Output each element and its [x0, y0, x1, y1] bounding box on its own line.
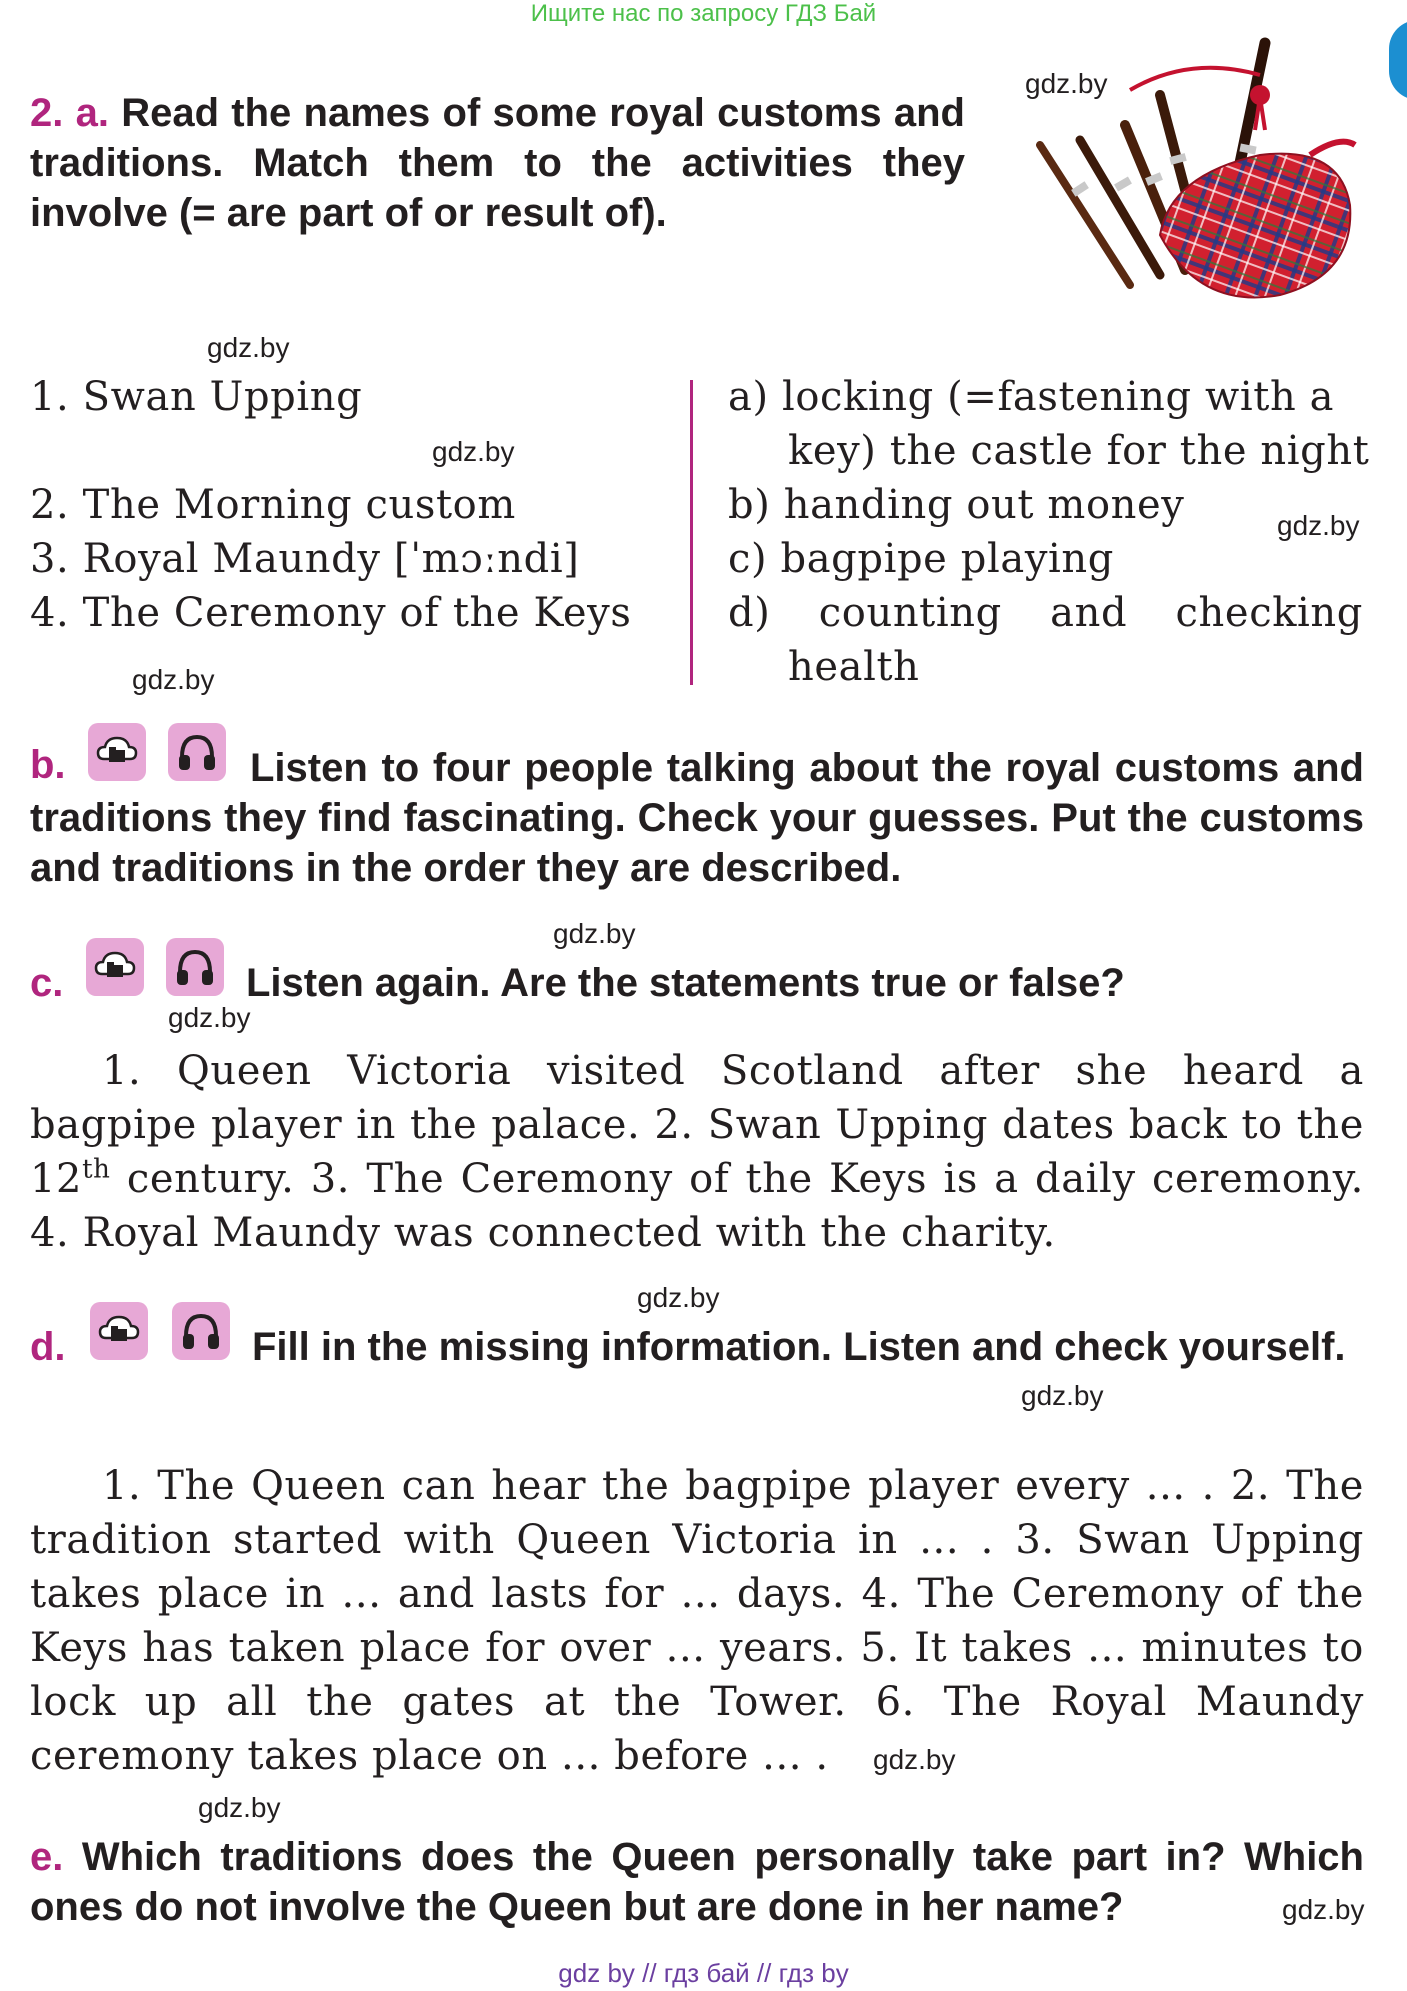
task-e-label: e.: [30, 1835, 64, 1879]
task-d-sentences: 1. The Queen can hear the bagpipe player every ... . 2. The tradition started with Queen Victoria in ... . 3. Swan Upping takes place in ... and lasts for ... days. 4. The Ceremony of the Keys has taken place for over ... years. 5. It takes ... minutes to lock up all the gates at the Tower. 6. The Royal Maundy ceremony takes place on ... before ... .: [30, 1463, 1364, 1779]
watermark: gdz.by: [1282, 1894, 1365, 1925]
watermark: gdz.by: [1277, 510, 1360, 541]
task-c-label: c.: [30, 961, 64, 1005]
search-banner: Ищите нас по запросу ГДЗ Бай: [530, 0, 877, 27]
statements-text: 1. Queen Victoria visited Scotland after she heard a bagpipe player in the palace. 2. Swan Upping dates back to the 12: [30, 1048, 1364, 1202]
corner-tab: [1389, 20, 1407, 100]
custom-item: 2. The Morning custom: [30, 482, 516, 528]
watermark: gdz.by: [553, 918, 636, 949]
activities-list: [728, 370, 1370, 700]
task-d-text: Fill in the missing information. Listen and check yourself.: [252, 1325, 1346, 1369]
watermark: gdz.by: [873, 1744, 956, 1775]
statements-text-cont: century. 3. The Ceremony of the Keys is a daily ceremony. 4. Royal Maundy was connected with the charity.: [30, 1156, 1364, 1256]
watermark: gdz.by: [637, 1282, 720, 1313]
task-c-statements: [30, 1044, 1364, 1260]
task-a-instruction: [30, 88, 965, 238]
watermark: gdz.by: [168, 1002, 251, 1033]
activity-item-a-cont: key) the castle for the night: [788, 428, 1370, 474]
watermark: gdz.by: [1025, 68, 1108, 99]
task-e-instruction: [30, 1832, 1364, 1932]
superscript-th: th: [82, 1154, 111, 1185]
activity-item-c: c) bagpipe playing: [728, 536, 1114, 582]
activity-item-b: b) handing out money: [728, 482, 1185, 528]
activity-text: a) locking (=fastening with a: [728, 374, 1335, 420]
task-b-label: b.: [30, 743, 66, 787]
headphones-icon[interactable]: [166, 938, 224, 996]
column-divider: [690, 380, 693, 685]
custom-item: 4. The Ceremony of the Keys: [30, 590, 632, 636]
activity-item-a: [728, 370, 1363, 424]
custom-item: 3. Royal Maundy [ˈmɔːndi]: [30, 536, 580, 582]
watermark: gdz.by: [432, 436, 515, 467]
watermark: gdz.by: [198, 1792, 281, 1823]
footer-watermark: gdz by // гдз бай // гдз by: [558, 1958, 849, 1988]
activity-item-d: d) counting and checking: [728, 590, 1363, 636]
task-a-label: 2. a.: [30, 91, 109, 135]
task-a-text: Read the names of some royal customs and traditions. Match them to the activities they involve (= are part of or result of).: [30, 91, 965, 235]
watermark: gdz.by: [207, 332, 290, 363]
task-b-text: Listen to four people talking about the royal customs and traditions they find fascinating. Check your guesses. Put the customs and traditions in the order they are described.: [30, 746, 1364, 890]
task-c-text: Listen again. Are the statements true or false?: [246, 961, 1125, 1005]
activity-item-d-cont: health: [788, 644, 920, 690]
watermark: gdz.by: [132, 664, 215, 695]
watermark: gdz.by: [1021, 1380, 1104, 1411]
custom-item: 1. Swan Upping: [30, 374, 363, 420]
customs-list: [30, 370, 680, 690]
cloud-folder-icon[interactable]: [86, 938, 144, 996]
task-e-text: Which traditions does the Queen personally take part in? Which ones do not involve the Queen but are done in her name?: [30, 1835, 1364, 1929]
task-d-label: d.: [30, 1325, 66, 1369]
